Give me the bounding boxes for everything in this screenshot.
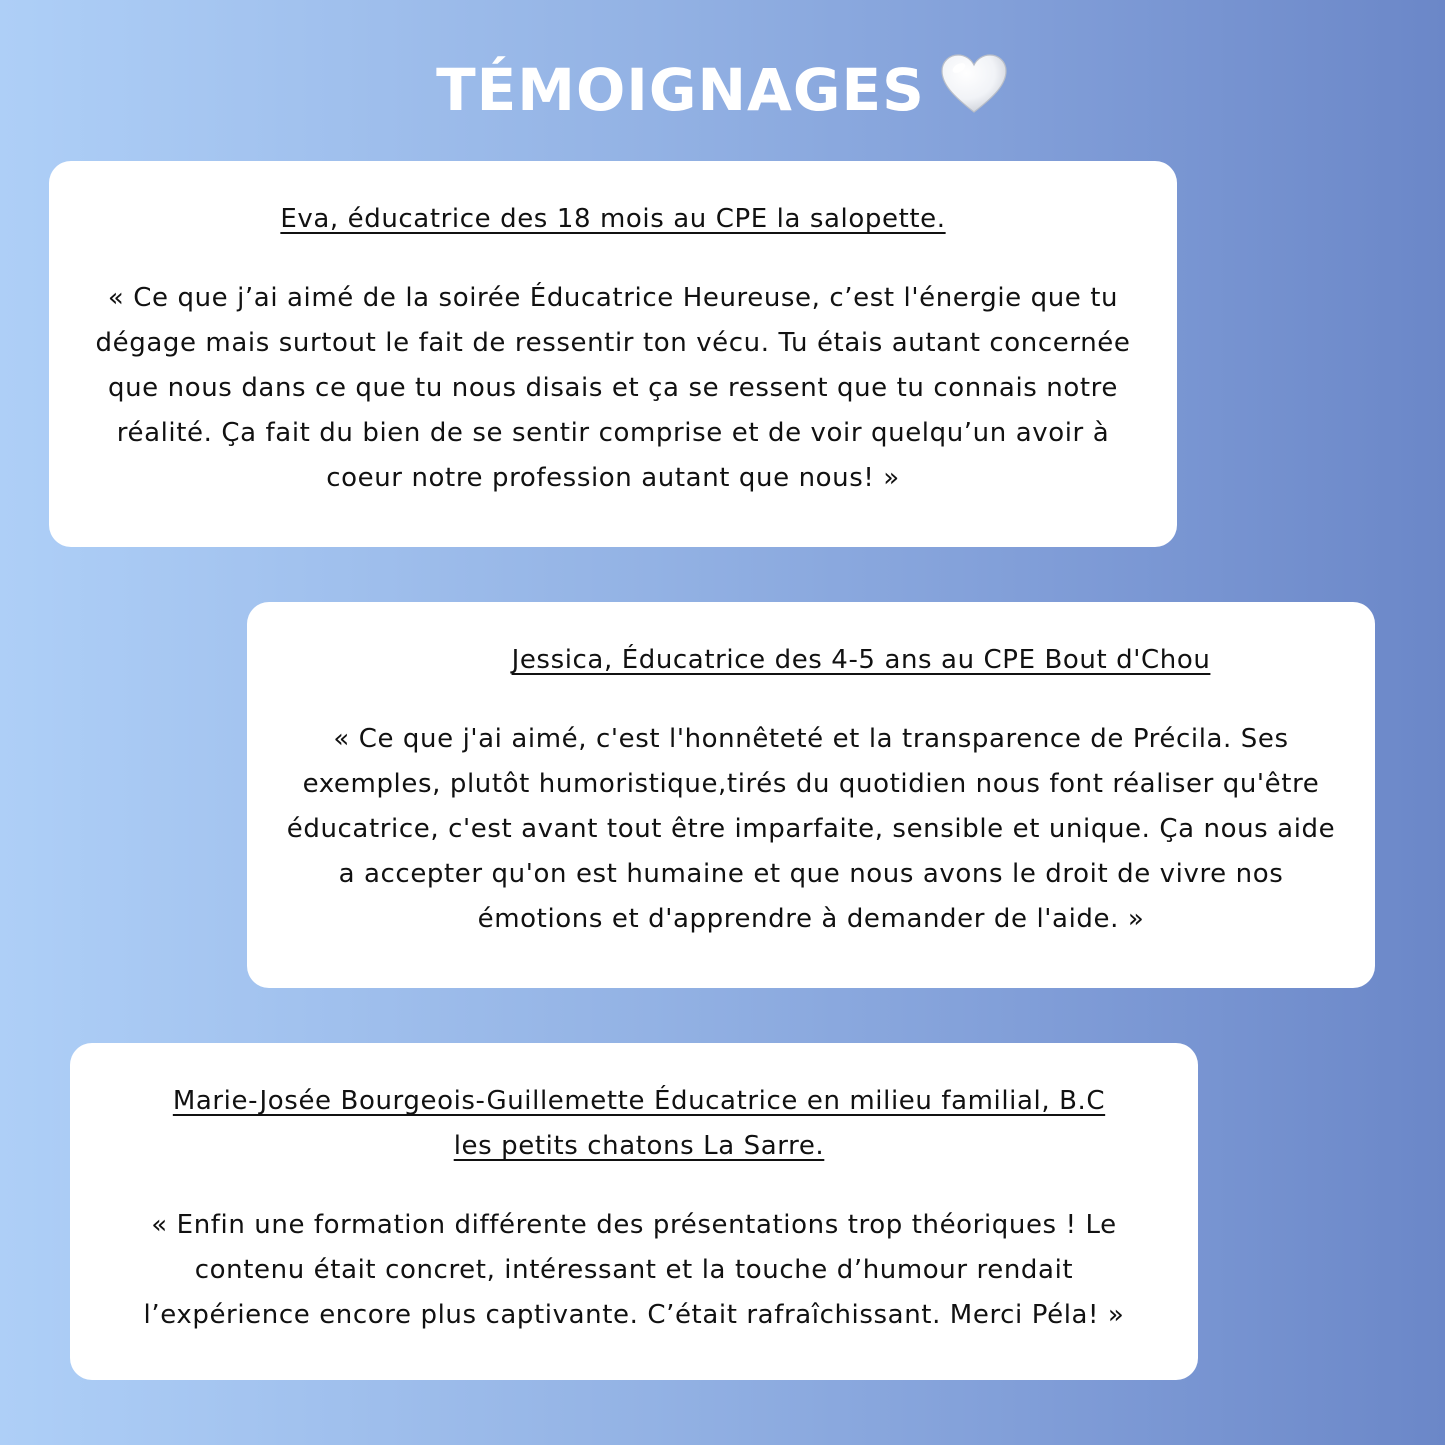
testimonial-card [49, 161, 1177, 547]
testimonial-card [247, 602, 1375, 988]
page-title [0, 52, 1445, 132]
white-heart-icon [939, 52, 1009, 132]
testimonial-quote: « Ce que j'ai aimé, c'est l'honnêteté et la transparence de Précila. Ses exemples, plutôt humoristique,tirés du quotidien nous font réaliser qu'être éducatrice, c'est avant tout être imparfaite, sensible et unique. Ça nous aide a accepter qu'on est humaine et que nous avons le droit de vivre nos émotions et d'apprendre à demander de l'aide. » [286, 724, 1336, 934]
testimonial-card [70, 1043, 1198, 1380]
page-title-text: TÉMOIGNAGES [436, 56, 925, 124]
testimonial-author: Eva, éducatrice des 18 mois au CPE la salopette. [280, 204, 946, 234]
testimonial-author: Marie-Josée Bourgeois-Guillemette Éducatrice en milieu familial, B.C les petits chatons La Sarre. [172, 1086, 1106, 1161]
testimonial-author: Jessica, Éducatrice des 4-5 ans au CPE Bout d'Chou [511, 645, 1211, 675]
testimonial-quote: « Enfin une formation différente des présentations trop théoriques ! Le contenu était concret, intéressant et la touche d’humour rendait l’expérience encore plus captivante. C’était rafraîchissant. Merci Péla! » [143, 1210, 1125, 1330]
testimonial-quote: « Ce que j’ai aimé de la soirée Éducatrice Heureuse, c’est l'énergie que tu dégage mais surtout le fait de ressentir ton vécu. Tu étais autant concernée que nous dans ce que tu nous disais et ça se ressent que tu connais notre réalité. Ça fait du bien de se sentir comprise et de voir quelqu’un avoir à coeur notre profession autant que nous! » [95, 283, 1131, 493]
